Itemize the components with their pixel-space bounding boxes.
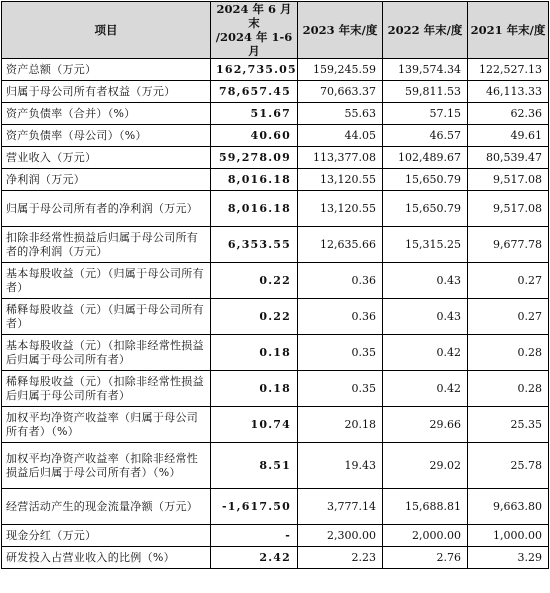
row-label: 研发投入占营业收入的比例（%） (2, 547, 211, 569)
table-row (2, 335, 549, 371)
value-cell: 25.35 (468, 407, 549, 443)
value-2024h1: 8,016.18 (211, 169, 298, 191)
row-label: 加权平均净资产收益率（归属于母公司所有者）（%） (2, 407, 211, 443)
value-cell: 19.43 (298, 443, 383, 489)
value-2024h1: 8.51 (211, 443, 298, 489)
row-label: 资产负债率（母公司）（%） (2, 125, 211, 147)
value-cell: 0.28 (468, 371, 549, 407)
value-2024h1: -1,617.50 (211, 489, 298, 525)
value-cell: 62.36 (468, 103, 549, 125)
value-cell: 0.28 (468, 335, 549, 371)
value-cell: 46.57 (383, 125, 468, 147)
value-cell: 0.27 (468, 299, 549, 335)
value-2024h1: - (211, 525, 298, 547)
value-cell: 9,663.80 (468, 489, 549, 525)
row-label: 净利润（万元） (2, 169, 211, 191)
row-label: 归属于母公司所有者权益（万元） (2, 81, 211, 103)
value-cell: 0.43 (383, 299, 468, 335)
table-row (2, 227, 549, 263)
value-cell: 139,574.34 (383, 59, 468, 81)
value-cell: 9,517.08 (468, 169, 549, 191)
row-label: 资产总额（万元） (2, 59, 211, 81)
table-row (2, 299, 549, 335)
value-2024h1: 51.67 (211, 103, 298, 125)
row-label: 加权平均净资产收益率（扣除非经常性损益后归属于母公司所有者）（%） (2, 443, 211, 489)
value-cell: 15,650.79 (383, 191, 468, 227)
header-2024h1: 2024 年 6 月末 /2024 年 1-6 月 (211, 2, 298, 59)
value-cell: 15,650.79 (383, 169, 468, 191)
row-label: 稀释每股收益（元）（归属于母公司所有者） (2, 299, 211, 335)
value-2024h1: 0.18 (211, 371, 298, 407)
value-cell: 59,811.53 (383, 81, 468, 103)
value-cell: 15,315.25 (383, 227, 468, 263)
table-row (2, 443, 549, 489)
value-cell: 122,527.13 (468, 59, 549, 81)
value-cell: 70,663.37 (298, 81, 383, 103)
value-cell: 0.36 (298, 299, 383, 335)
table-row (2, 371, 549, 407)
value-cell: 29.02 (383, 443, 468, 489)
table-row (2, 147, 549, 169)
header-item: 项目 (2, 2, 211, 59)
table-row (2, 169, 549, 191)
row-label: 现金分红（万元） (2, 525, 211, 547)
value-cell: 0.27 (468, 263, 549, 299)
value-2024h1: 162,735.05 (211, 59, 298, 81)
table-row (2, 407, 549, 443)
value-cell: 46,113.33 (468, 81, 549, 103)
row-label: 稀释每股收益（元）（扣除非经常性损益后归属于母公司所有者） (2, 371, 211, 407)
value-2024h1: 10.74 (211, 407, 298, 443)
value-cell: 20.18 (298, 407, 383, 443)
value-2024h1: 78,657.45 (211, 81, 298, 103)
table-row (2, 489, 549, 525)
value-2024h1: 0.22 (211, 299, 298, 335)
value-cell: 57.15 (383, 103, 468, 125)
value-cell: 9,677.78 (468, 227, 549, 263)
value-cell: 0.43 (383, 263, 468, 299)
header-row (2, 2, 549, 59)
row-label: 扣除非经常性损益后归属于母公司所有者的净利润（万元） (2, 227, 211, 263)
value-cell: 9,517.08 (468, 191, 549, 227)
row-label: 经营活动产生的现金流量净额（万元） (2, 489, 211, 525)
value-cell: 0.35 (298, 335, 383, 371)
table-body (2, 59, 549, 569)
value-cell: 113,377.08 (298, 147, 383, 169)
value-cell: 1,000.00 (468, 525, 549, 547)
header-2021: 2021 年末/度 (468, 2, 549, 59)
table-row (2, 59, 549, 81)
value-cell: 0.42 (383, 335, 468, 371)
value-cell: 2.76 (383, 547, 468, 569)
row-label: 资产负债率（合并）（%） (2, 103, 211, 125)
value-cell: 0.35 (298, 371, 383, 407)
value-cell: 3.29 (468, 547, 549, 569)
value-2024h1: 0.22 (211, 263, 298, 299)
financial-indicators-table (1, 1, 549, 569)
value-cell: 2.23 (298, 547, 383, 569)
header-2023: 2023 年末/度 (298, 2, 383, 59)
value-cell: 44.05 (298, 125, 383, 147)
value-cell: 80,539.47 (468, 147, 549, 169)
value-cell: 13,120.55 (298, 191, 383, 227)
value-2024h1: 40.60 (211, 125, 298, 147)
value-cell: 55.63 (298, 103, 383, 125)
value-cell: 12,635.66 (298, 227, 383, 263)
value-cell: 3,777.14 (298, 489, 383, 525)
value-cell: 29.66 (383, 407, 468, 443)
value-2024h1: 6,353.55 (211, 227, 298, 263)
table-row (2, 547, 549, 569)
value-2024h1: 8,016.18 (211, 191, 298, 227)
value-cell: 25.78 (468, 443, 549, 489)
value-2024h1: 0.18 (211, 335, 298, 371)
value-cell: 49.61 (468, 125, 549, 147)
table-row (2, 263, 549, 299)
row-label: 基本每股收益（元）（归属于母公司所有者） (2, 263, 211, 299)
value-2024h1: 2.42 (211, 547, 298, 569)
table-row (2, 81, 549, 103)
value-cell: 15,688.81 (383, 489, 468, 525)
table-row (2, 191, 549, 227)
value-cell: 102,489.67 (383, 147, 468, 169)
value-cell: 13,120.55 (298, 169, 383, 191)
value-cell: 2,300.00 (298, 525, 383, 547)
row-label: 基本每股收益（元）（扣除非经常性损益后归属于母公司所有者） (2, 335, 211, 371)
row-label: 营业收入（万元） (2, 147, 211, 169)
row-label: 归属于母公司所有者的净利润（万元） (2, 191, 211, 227)
value-cell: 0.42 (383, 371, 468, 407)
table-row (2, 125, 549, 147)
value-2024h1: 59,278.09 (211, 147, 298, 169)
header-2022: 2022 年末/度 (383, 2, 468, 59)
value-cell: 159,245.59 (298, 59, 383, 81)
value-cell: 2,000.00 (383, 525, 468, 547)
value-cell: 0.36 (298, 263, 383, 299)
table-row (2, 103, 549, 125)
table-row (2, 525, 549, 547)
